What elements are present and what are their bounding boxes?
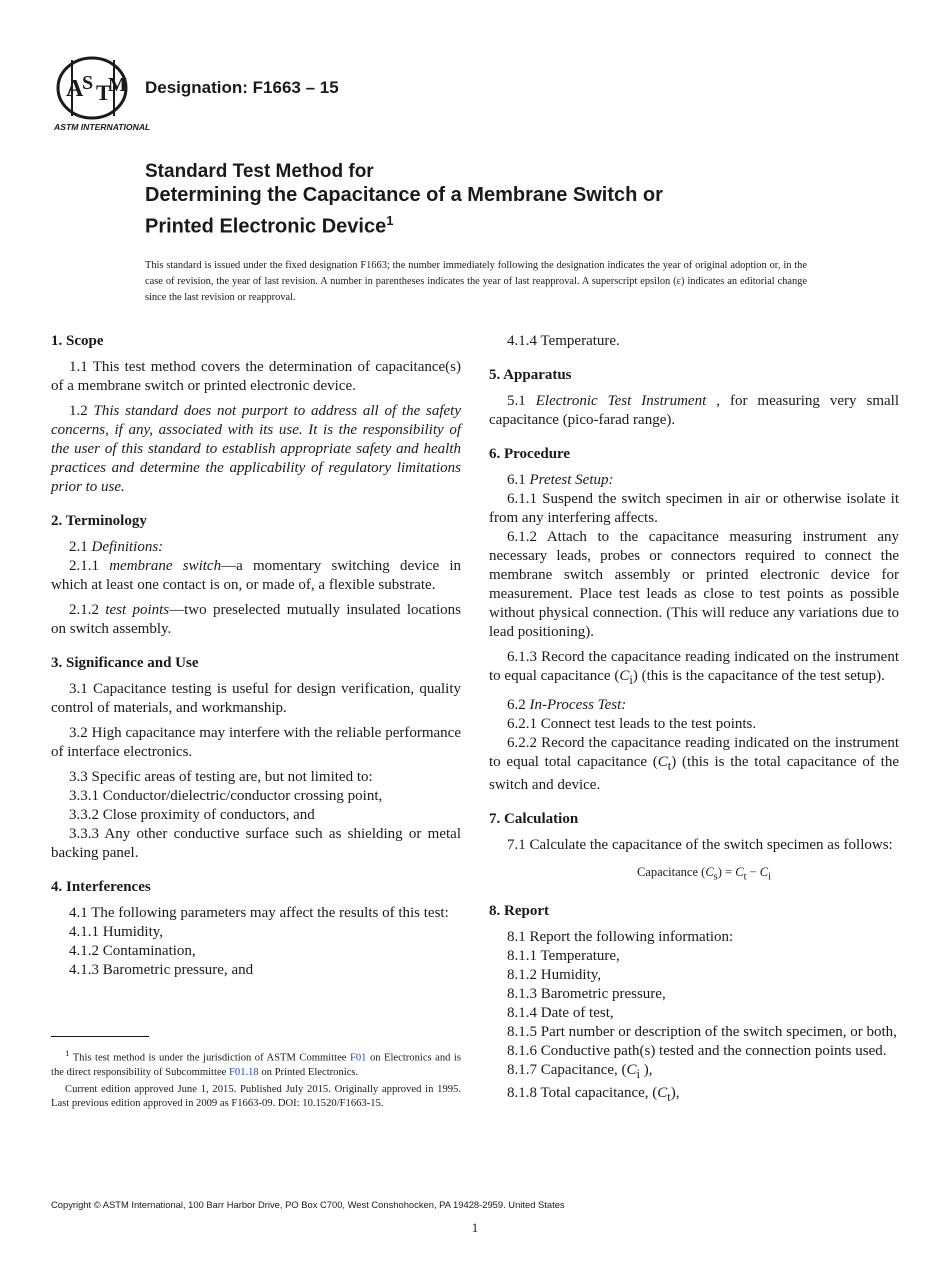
paragraph-2-1-2: 2.1.2 test points—two preselected mutually insulated locations on switch assembly. [51, 602, 461, 637]
paragraph-6-2: 6.2 In-Process Test: [507, 697, 627, 713]
section-heading: 3. Significance and Use [51, 655, 199, 671]
right-column [489, 332, 899, 1122]
list-item: 8.1.6 Conductive path(s) tested and the connection points used. [507, 1042, 887, 1059]
section-procedure [489, 445, 899, 795]
svg-text:T: T [96, 80, 111, 105]
section-heading: 7. Calculation [489, 811, 579, 827]
section-heading: 1. Scope [51, 333, 104, 349]
capacitance-formula: Capacitance $(C_s) = C_t - C_i$ [636, 865, 772, 883]
section-heading: 4. Interferences [51, 879, 151, 895]
section-significance [51, 654, 461, 863]
list-item: 8.1.5 Part number or description of the switch specimen, or both, [507, 1023, 897, 1040]
paragraph-3-3-2: 3.3.2 Close proximity of conductors, and [69, 807, 315, 823]
paragraph-3-3-3: 3.3.3 Any other conductive surface such as shielding or metal backing panel. [51, 826, 461, 861]
paragraph-7-1: 7.1 Calculate the capacitance of the switch specimen as follows: [507, 837, 893, 853]
subcommittee-link[interactable]: F01.18 [229, 1067, 259, 1079]
paragraph-6-1-2: 6.1.2 Attach to the capacitance measuring instrument any necessary leads, probes or connectors required to connect the membrane switch assembly or printed electronic device for measurement. Place test leads as close to test points as possible without physical connection. (This will reduce any variations due to lead positioning). [489, 529, 899, 640]
section-heading: 5. Apparatus [489, 367, 572, 383]
footnote-1: $^1$ This test method is under the jurisdiction of ASTM Committee F01 on Electronics and is the direct responsibility of Subcommittee F01.18 on Printed Electronics. [51, 1048, 461, 1079]
svg-text:M: M [108, 74, 127, 96]
paragraph-6-1-1: 6.1.1 Suspend the switch specimen in air or otherwise isolate it from any interfering affects. [489, 491, 899, 526]
paragraph-6-1-3: 6.1.3 Record the capacitance reading indicated on the instrument to equal capacitance $(C_i)$ (this is the capacitance of the test setup). [489, 649, 899, 687]
title-main-a: Determining the Capacitance of a Membrane Switch or [145, 184, 663, 206]
left-column [51, 332, 461, 995]
section-calculation [489, 810, 899, 887]
list-item: 8.1.7 Capacitance, ($C_i$ ), [507, 1061, 653, 1081]
page-number: 1 [471, 1220, 479, 1235]
section-apparatus [489, 366, 899, 430]
paragraph-2-1-1: 2.1.1 membrane switch—a momentary switching device in which at least one contact is on, or made of, a flexible substrate. [51, 558, 462, 593]
list-item: 8.1.8 Total capacitance, $(C_t)$, [507, 1084, 680, 1104]
paragraph-4-1: 4.1 The following parameters may affect the results of this test: [69, 905, 449, 921]
paragraph-6-2-2: 6.2.2 Record the capacitance reading indicated on the instrument to equal total capacitance $(C_t)$ (this is the total capacitance of the switch and device. [489, 735, 899, 793]
copyright: Copyright © ASTM International, 100 Barr Harbor Drive, PO Box C700, West Conshohocken, PA 19428-2959. United States [51, 1199, 565, 1210]
section-report [489, 902, 899, 1107]
title-footnote-mark: 1 [386, 213, 394, 228]
title-main-b: Printed Electronic Device [145, 215, 387, 238]
paragraph-1-2: 1.2 This standard does not purport to address all of the safety concerns, if any, associated with its use. It is the responsibility of the user of this standard to establish appropriate safety and health practices and determine the applicability of regulatory limitations prior to use. [51, 403, 462, 495]
document-title [145, 160, 845, 240]
section-scope [51, 332, 461, 497]
title-line-1: Standard Test Method for [145, 161, 374, 182]
logo-text: ASTM INTERNATIONAL [54, 122, 151, 132]
list-item: 4.1.2 Contamination, [69, 943, 196, 959]
paragraph-3-2: 3.2 High capacitance may interfere with the reliable performance of interface electronics. [51, 725, 461, 760]
committee-link[interactable]: F01 [349, 1052, 367, 1064]
astm-logo [52, 56, 151, 134]
paragraph-6-1: 6.1 Pretest Setup: [507, 472, 614, 488]
footnote-divider [51, 1036, 149, 1037]
section-interferences-cont [489, 332, 899, 351]
footnote-2: Current edition approved June 1, 2015. Published July 2015. Originally approved in 1995. Last previous edition approved in 2009 as F1663-09. DOI: 10.1520/F1663-15. [51, 1083, 461, 1110]
section-heading: 8. Report [489, 902, 549, 919]
intro-paragraph: This standard is issued under the fixed designation F1663; the number immediately following the designation indicates the year of original adoption or, in the case of revision, the year of last revision. A number in parentheses indicates the year of last reapproval. A superscript epsilon (ε) indicates an editorial change since the last revision or reapproval. [145, 260, 807, 303]
paragraph-5-1: 5.1 Electronic Test Instrument , for measuring very small capacitance (pico-farad range). [489, 393, 900, 428]
list-item: 4.1.1 Humidity, [69, 924, 164, 940]
paragraph-1-1: 1.1 This test method covers the determination of capacitance(s) of a membrane switch or printed electronic device. [51, 359, 461, 394]
paragraph-3-3: 3.3 Specific areas of testing are, but not limited to: [69, 769, 373, 785]
section-terminology [51, 512, 461, 639]
list-item: 8.1.3 Barometric pressure, [507, 985, 666, 1002]
title-line-2 [145, 183, 845, 240]
list-item: 4.1.4 Temperature. [507, 333, 620, 349]
list-item: 4.1.3 Barometric pressure, and [69, 962, 254, 978]
list-item: 8.1.1 Temperature, [507, 947, 620, 964]
paragraph-6-2-1: 6.2.1 Connect test leads to the test points. [507, 716, 757, 732]
paragraph-3-1: 3.1 Capacitance testing is useful for design verification, quality control of materials, and workmanship. [51, 681, 461, 716]
svg-text:A: A [66, 76, 84, 102]
section-heading: 2. Terminology [51, 513, 147, 529]
paragraph-3-3-1: 3.3.1 Conductor/dielectric/conductor crossing point, [69, 788, 383, 804]
paragraph-2-1: 2.1 Definitions: [69, 539, 164, 555]
section-interferences [51, 878, 461, 980]
section-heading: 6. Procedure [489, 446, 571, 462]
list-item: 8.1.2 Humidity, [507, 966, 602, 983]
designation: Designation: F1663 – 15 [145, 78, 339, 97]
svg-text:S: S [82, 72, 94, 94]
list-item: 8.1.4 Date of test, [507, 1004, 614, 1021]
footnotes [51, 1046, 461, 1114]
list-item: 8.1 Report the following information: [507, 928, 734, 945]
